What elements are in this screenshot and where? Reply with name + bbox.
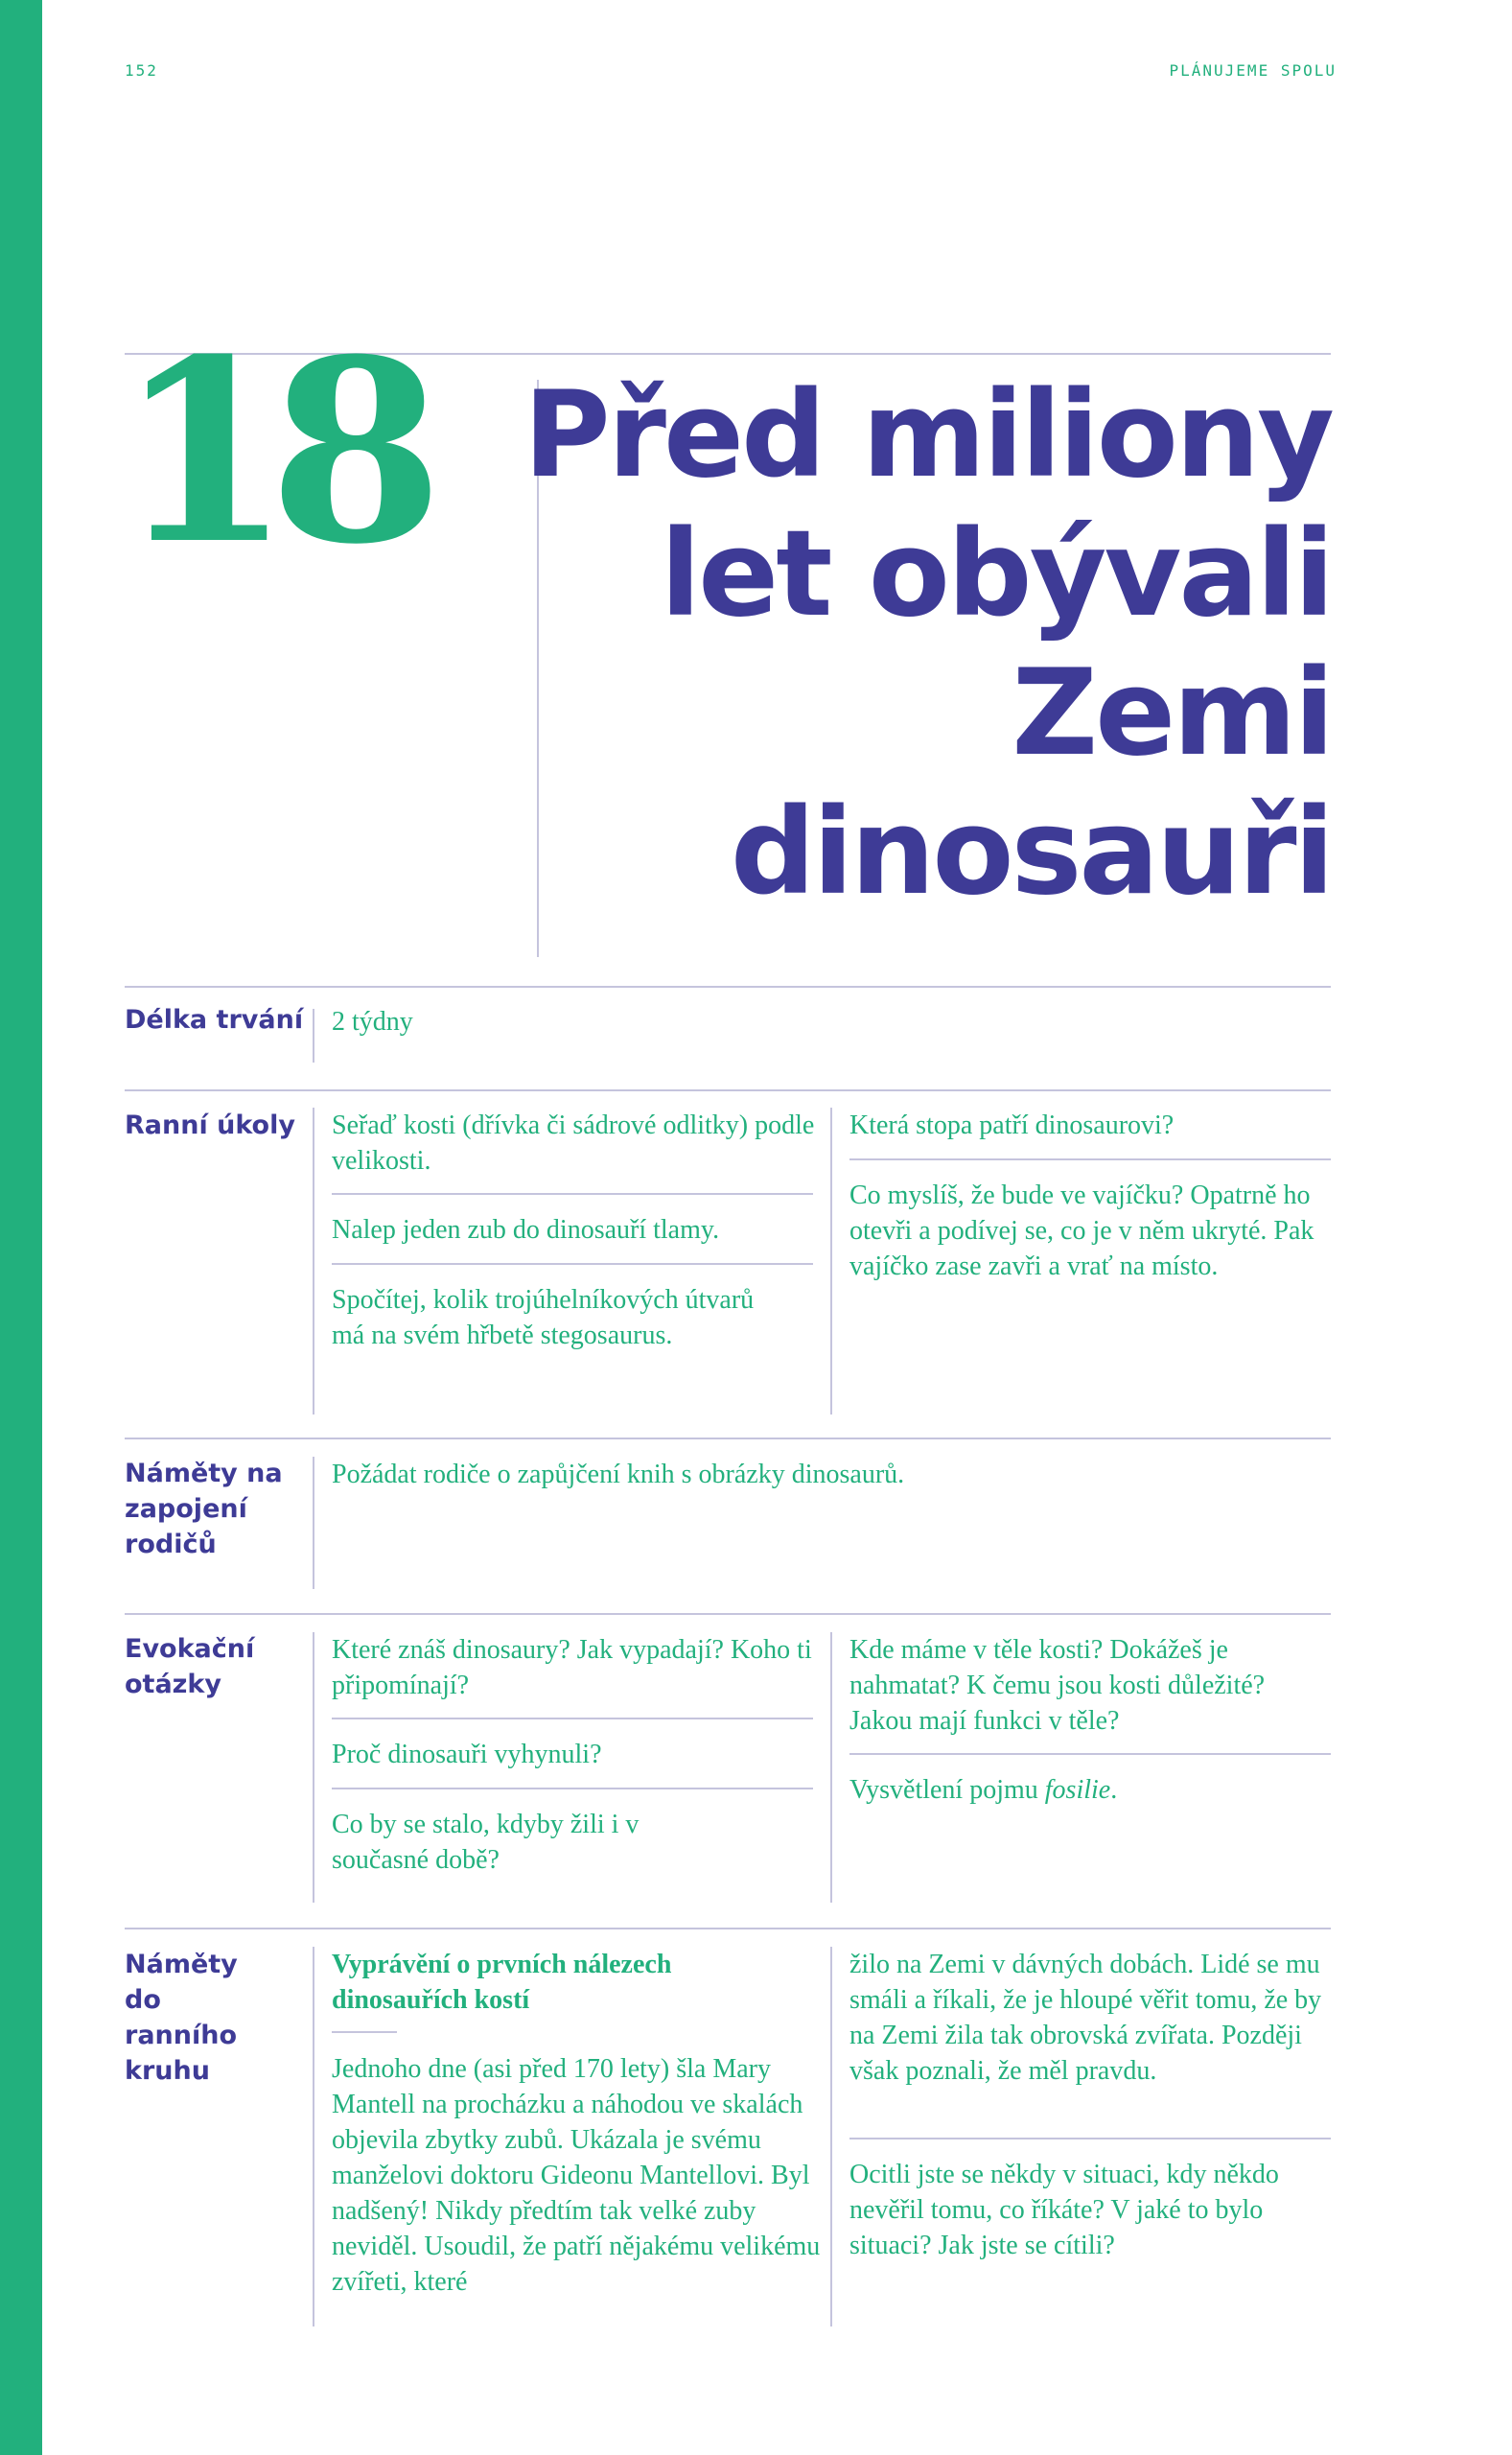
parents-label: Náměty na zapojení rodičů	[125, 1459, 283, 1559]
circle-question: Ocitli jste se někdy v situaci, kdy někdo nevěřil tomu, co říkáte? V jaké to bylo situaci? Jak jste se cítili?	[849, 2160, 1279, 2260]
parents-value: Požádat rodiče o zapůjčení knih s obrázky dinosaurů.	[332, 1460, 905, 1489]
evocation-question	[849, 1772, 1329, 1808]
story-text: Jednoho dne (asi před 170 lety) šla Mary Mantell na procházku a náhodou ve skalách objevila zbytky zubů. Ukázala je svému manželovi doktoru Gideonu Mantellovi. Byl nadšený! Nikdy předtím tak velké zuby neviděl. Usoudil, že patří nějakému velikému zvířeti, které	[332, 2054, 821, 2297]
term-prefix: Vysvětlení pojmu	[849, 1775, 1045, 1805]
lesson-number: 18	[117, 304, 421, 599]
morning-task-item: Co myslíš, že bude ve vajíčku? Opatrně ho otevři a podívej se, co je v něm ukryté. Pak vajíčko zase zavři a vrať na místo.	[849, 1181, 1314, 1281]
item-divider	[332, 1718, 813, 1719]
row-divider	[125, 1928, 1331, 1929]
item-divider	[849, 1158, 1331, 1160]
page-number: 152	[125, 61, 158, 80]
column-divider	[313, 1947, 314, 2326]
row-divider	[125, 986, 1331, 988]
item-divider	[332, 1788, 813, 1789]
evocation-question: Co by se stalo, kdyby žili i v současné době?	[332, 1810, 640, 1875]
morning-task-item: Seřaď kosti (dřívka či sádrové odlitky) podle velikosti.	[332, 1111, 815, 1176]
story-title-underline	[332, 2031, 397, 2033]
column-divider	[313, 1632, 314, 1903]
term-fosilie: fosilie	[1044, 1775, 1111, 1805]
section-title: PLÁNUJEME SPOLU	[1169, 61, 1337, 80]
row-divider	[125, 1438, 1331, 1439]
item-divider	[332, 1193, 813, 1195]
evocation-question: Kde máme v těle kosti? Dokážeš je nahmatat? K čemu jsou kosti důležité? Jakou mají funkci v těle?	[849, 1635, 1266, 1736]
morning-task-item: Nalep jeden zub do dinosauří tlamy.	[332, 1215, 720, 1245]
column-divider	[830, 1108, 832, 1415]
row-divider	[125, 1089, 1331, 1091]
title-line: Zemi	[1012, 644, 1332, 783]
circle-label: Náměty do ranního kruhu	[125, 1950, 238, 2086]
morning-task-item: Spočítej, kolik trojúhelníkových útvarů má na svém hřbetě stegosaurus.	[332, 1285, 755, 1350]
column-divider	[313, 1457, 314, 1589]
duration-label: Délka trvání	[125, 1005, 304, 1035]
item-divider	[332, 1263, 813, 1265]
title-line: dinosauři	[730, 783, 1332, 922]
evocation-question: Které znáš dinosaury? Jak vypadají? Koho ti připomínají?	[332, 1635, 812, 1700]
story-text-continued: žilo na Zemi v dávných dobách. Lidé se mu smáli a říkali, že je hloupé věřit tomu, že by na Zemi žila tak obrovská zvířata. Později však poznali, že měl pravdu.	[849, 1950, 1322, 2086]
evocation-question: Proč dinosauři vyhynuli?	[332, 1740, 602, 1769]
column-divider	[313, 1108, 314, 1415]
lesson-title	[507, 366, 1332, 923]
green-side-bar	[0, 0, 42, 2455]
row-divider	[125, 1613, 1331, 1615]
item-divider	[849, 1753, 1331, 1755]
item-divider	[849, 2138, 1331, 2139]
column-divider	[313, 1009, 314, 1063]
column-divider	[830, 1632, 832, 1903]
morning-task-item: Která stopa patří dinosaurovi?	[849, 1111, 1175, 1140]
morning-tasks-label: Ranní úkoly	[125, 1111, 295, 1140]
column-divider	[830, 1947, 832, 2326]
term-suffix: .	[1110, 1775, 1118, 1805]
story-title: Vyprávění o prvních nálezech dinosauřích kostí	[332, 1950, 672, 2015]
duration-value: 2 týdny	[332, 1007, 413, 1037]
title-line: Před miliony	[523, 366, 1332, 504]
title-line: let obývali	[660, 505, 1332, 643]
evocation-label: Evokační otázky	[125, 1634, 255, 1699]
